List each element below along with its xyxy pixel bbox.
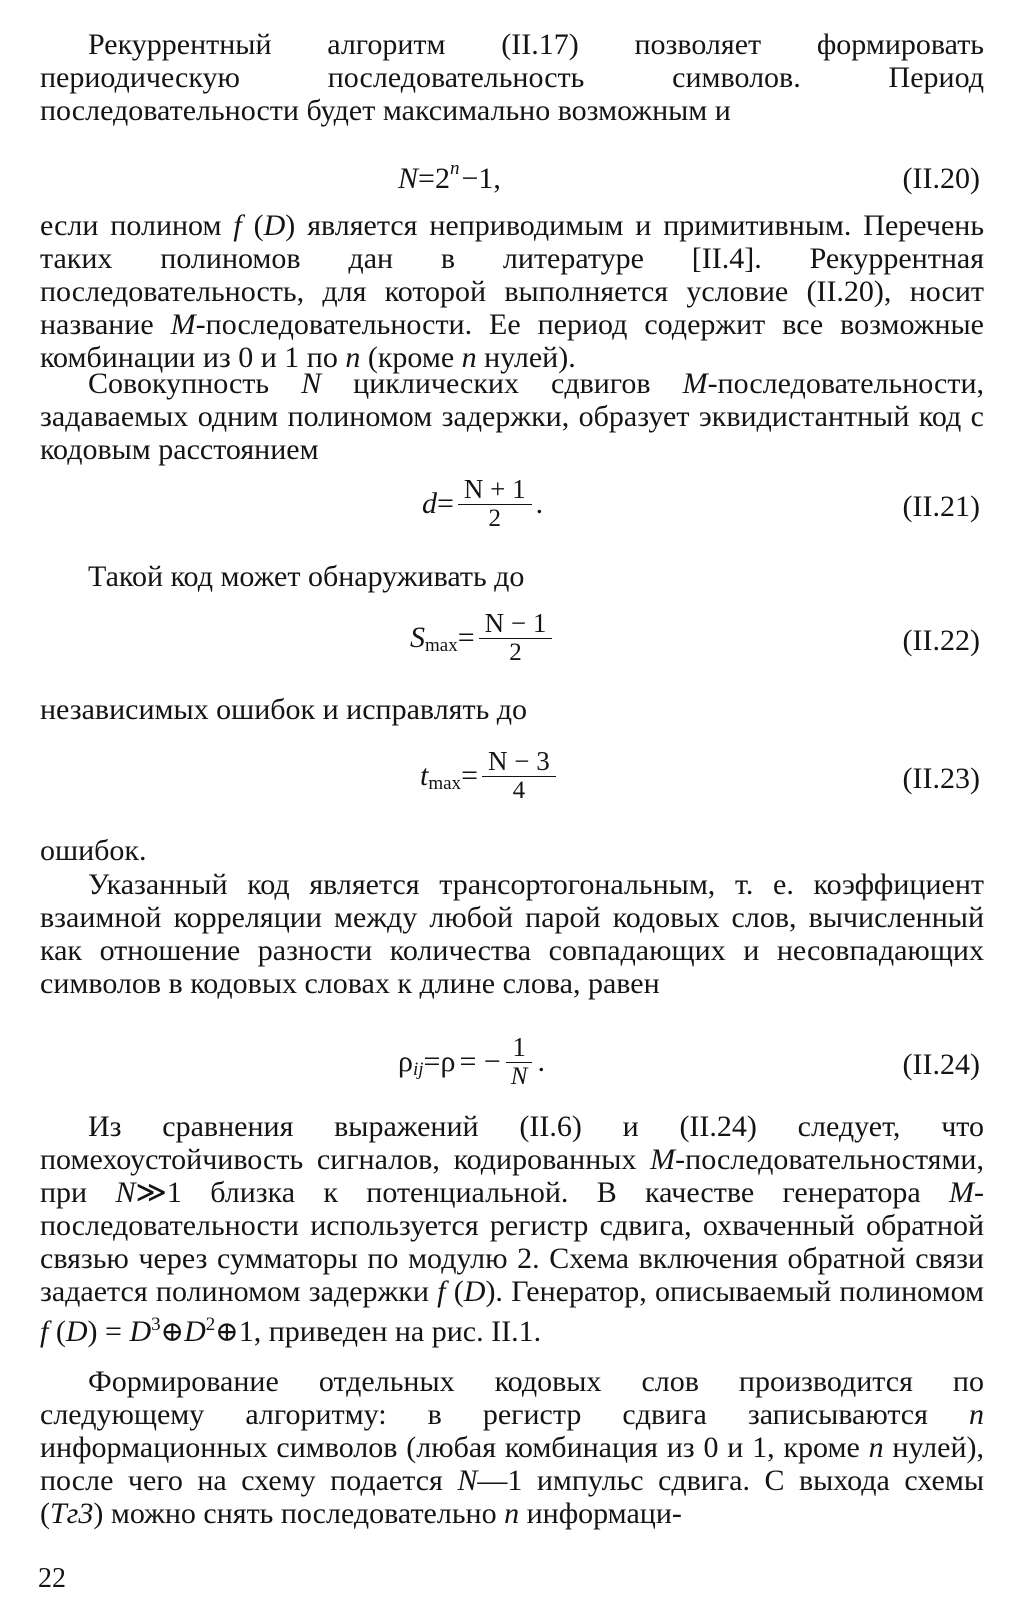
punctuation: . — [537, 1045, 545, 1078]
text-run: (кроме — [360, 341, 462, 374]
var-f: f — [40, 1315, 49, 1348]
paragraph-9 — [40, 1365, 984, 1530]
paragraph-3 — [40, 367, 984, 466]
equals-sign: = — [437, 487, 454, 520]
var-rho: ρ — [440, 1045, 456, 1078]
text-run: если полином — [40, 209, 234, 242]
var-rho: ρ — [398, 1045, 413, 1078]
subscript-max: max — [425, 635, 458, 656]
equation-number: (II.20) — [902, 162, 980, 195]
equation-expression — [398, 158, 501, 195]
fraction — [482, 746, 556, 805]
equation-II22 — [0, 606, 1030, 672]
equals-sign: = — [418, 162, 435, 195]
var-M: M — [170, 308, 196, 341]
numerator: N + 1 — [458, 474, 532, 505]
equation-expression — [422, 474, 543, 533]
text-run: ) = — [87, 1315, 130, 1348]
text-run: Формирование отдельных кодовых слов производится по следующему алгоритму: в регистр сдвига записываются — [40, 1365, 984, 1431]
text-run: информаци- — [519, 1497, 682, 1530]
var-N: N — [398, 162, 419, 195]
denominator: 2 — [488, 505, 502, 532]
equation-expression — [410, 608, 556, 667]
paragraph-1 — [40, 28, 984, 127]
paragraph-text: ошибок. — [40, 834, 147, 867]
equation-number: (II.24) — [902, 1048, 980, 1081]
equation-number: (II.22) — [902, 624, 980, 657]
var-n: n — [461, 341, 477, 374]
var-M: M — [682, 367, 708, 400]
var-n: n — [969, 1398, 984, 1431]
paragraph-text: Указанный код является трансортогональным, т. е. коэффициент взаимной корреляции между любой парой кодовых слов, вычисленный как отношение разности количества совпадающих и несовпадающих символов в кодовых словах к длине слова, равен — [40, 868, 984, 1000]
equals-sign: = — [461, 759, 478, 792]
exponent-3: 3 — [151, 1314, 161, 1335]
equation-II21 — [0, 472, 1030, 538]
var-n: n — [868, 1431, 884, 1464]
equation-expression — [420, 746, 560, 805]
text-run: ( — [445, 1275, 464, 1308]
var-M: M — [949, 1176, 974, 1209]
paragraph-6 — [40, 834, 984, 867]
equation-II20 — [0, 148, 1030, 214]
text-run: -последовательностями, при — [40, 1143, 984, 1209]
text-run: —1 импульс сдвига. С выхода схемы ( — [40, 1464, 984, 1530]
var-n: n — [345, 341, 361, 374]
equals-sign: = — [423, 1045, 441, 1078]
paragraph-text: независимых ошибок и исправлять до — [40, 693, 528, 726]
text-run: ( — [48, 1315, 66, 1348]
text-run: ). Генератор, описываемый полиномом — [485, 1275, 984, 1308]
text-run: циклических сдвигов — [321, 367, 683, 400]
numerator: 1 — [506, 1032, 532, 1063]
denominator: N — [510, 1063, 528, 1090]
denominator: 2 — [509, 639, 522, 666]
fraction — [458, 474, 532, 533]
text-run: -последовательности используется регистр сдвига, охваченный обратной связью через сумматоры по модулю 2. Схема включения обратной связи задается полиномом задержки — [40, 1176, 984, 1308]
punctuation: . — [535, 487, 544, 520]
var-n: n — [504, 1497, 520, 1530]
text-run: информационных символов (любая комбинация из 0 и 1, кроме — [40, 1431, 869, 1464]
numerator: N − 1 — [479, 608, 553, 639]
paragraph-7 — [40, 868, 984, 1000]
fraction — [505, 1032, 534, 1091]
text-run: Из сравнения выражений (II.6) и (II.24) следует, что помехоустойчивость сигналов, кодированных — [40, 1110, 984, 1176]
text-run: ) является неприводимым и примитивным. Перечень таких полиномов дан в литературе [II.4]. Рекуррентная последовательность, для которой выполняется условие (II.20), носит название — [40, 209, 984, 341]
equals-minus: = − — [459, 1045, 501, 1078]
text-run: ( — [241, 209, 264, 242]
var-N: N — [457, 1464, 478, 1497]
var-D: D — [65, 1315, 88, 1348]
var-S: S — [410, 621, 425, 654]
equation-II23 — [0, 744, 1030, 810]
fraction — [479, 608, 553, 667]
equation-number: (II.21) — [902, 490, 980, 523]
equals-sign: = — [457, 621, 475, 654]
numerator: N − 3 — [482, 746, 556, 777]
paragraph-4 — [40, 560, 984, 593]
text-run: нулей), после чего на схему подается — [40, 1431, 984, 1497]
paragraph-8 — [40, 1110, 984, 1349]
var-D: D — [463, 1275, 486, 1308]
text-run: нулей). — [476, 341, 576, 374]
var-N: N — [301, 367, 322, 400]
xor-operator: ⊕ — [215, 1317, 239, 1348]
equation-expression — [398, 1032, 545, 1091]
exponent-2: 2 — [205, 1314, 216, 1335]
text-run: 1, приведен на рис. II.1. — [238, 1315, 542, 1348]
var-f: f — [437, 1275, 446, 1308]
subscript-max: max — [428, 773, 462, 794]
exponent-n: n — [449, 158, 460, 179]
var-t: t — [420, 759, 429, 792]
equation-number: (II.23) — [902, 762, 980, 795]
var-f: f — [233, 209, 242, 242]
text-run: -последовательности. Ее период содержит все возможные комбинации из 0 и 1 по — [40, 308, 985, 374]
paragraph-5 — [40, 693, 984, 726]
text-run: Совокупность — [88, 367, 302, 400]
text-run: ) можно снять последовательно — [93, 1497, 505, 1530]
var-d: d — [422, 487, 437, 520]
base-2: 2 — [434, 162, 450, 195]
text-run: -последовательности, задаваемых одним полиномом задержки, образует эквидистантный код с кодовым расстоянием — [40, 367, 984, 466]
var-N: N — [115, 1176, 136, 1209]
paragraph-text: Такой код может обнаруживать до — [88, 560, 525, 593]
var-Tg3: Tг3 — [50, 1497, 94, 1530]
expression-tail: −1, — [461, 162, 501, 195]
xor-operator: ⊕ — [160, 1317, 185, 1348]
var-D: D — [129, 1315, 152, 1348]
var-D: D — [184, 1315, 206, 1348]
equation-II24 — [0, 1030, 1030, 1096]
paragraph-2 — [40, 209, 984, 374]
paragraph-text: Рекуррентный алгоритм (II.17) позволяет формировать периодическую последовательность символов. Период последовательности будет максимально возможным и — [40, 28, 984, 127]
text-run: ≫1 близка к потенциальной. В качестве генератора — [135, 1176, 949, 1209]
var-D: D — [263, 209, 286, 242]
var-M: M — [650, 1143, 676, 1176]
subscript-ij: ij — [412, 1059, 424, 1080]
page-number: 22 — [38, 1563, 66, 1594]
denominator: 4 — [512, 777, 526, 804]
